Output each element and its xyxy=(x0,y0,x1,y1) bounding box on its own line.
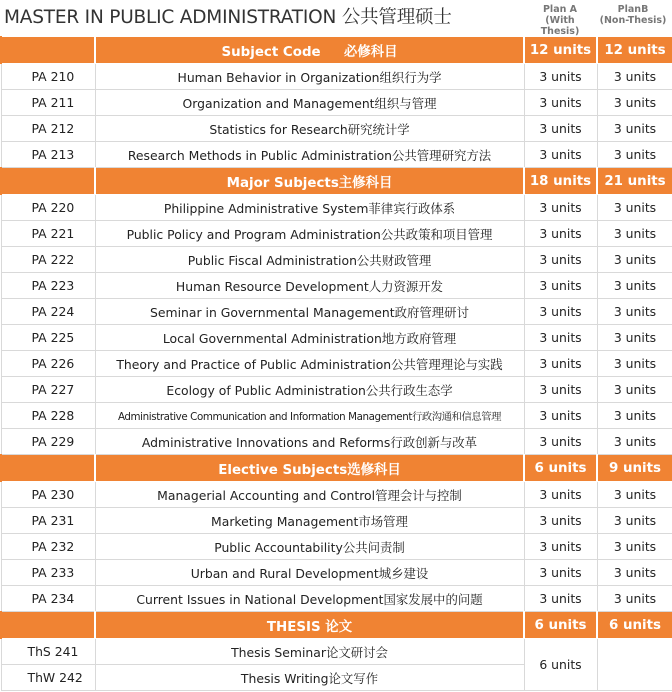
course-code: PA 228 xyxy=(1,403,95,429)
plan-a-units: 3 units xyxy=(524,299,597,325)
course-code: PA 224 xyxy=(1,299,95,325)
plan-a-label: Plan A xyxy=(542,4,578,15)
plan-b-units: 3 units xyxy=(597,273,672,299)
course-name: Urban and Rural Development城乡建设 xyxy=(95,560,524,586)
plan-a-units: 3 units xyxy=(524,482,597,508)
section-plan-b-units: 9 units xyxy=(597,455,672,482)
course-code: PA 229 xyxy=(1,429,95,455)
page-header xyxy=(0,0,672,36)
section-header-core xyxy=(1,37,672,64)
section-empty-cell xyxy=(1,612,95,639)
thesis-plan-b-empty xyxy=(597,639,672,691)
section-plan-a-units: 12 units xyxy=(524,37,597,64)
course-name: Seminar in Governmental Management政府管理研讨 xyxy=(95,299,524,325)
course-name: Thesis Seminar论文研讨会 xyxy=(95,639,524,665)
course-name: Ecology of Public Administration公共行政生态学 xyxy=(95,377,524,403)
plan-b-units: 3 units xyxy=(597,403,672,429)
curriculum-table xyxy=(0,36,672,691)
table-row xyxy=(1,639,672,665)
course-name: Public Policy and Program Administration公共政策和项目管理 xyxy=(95,221,524,247)
course-name: Statistics for Research研究统计学 xyxy=(95,116,524,142)
section-title: Major Subjects主修科目 xyxy=(95,168,524,195)
plan-b-units: 3 units xyxy=(597,482,672,508)
plan-b-units: 3 units xyxy=(597,247,672,273)
section-plan-a-units: 6 units xyxy=(524,455,597,482)
section-header-major xyxy=(1,168,672,195)
course-name: Philippine Administrative System菲律宾行政体系 xyxy=(95,195,524,221)
section-title: THESIS 论文 xyxy=(95,612,524,639)
plan-b-units: 3 units xyxy=(597,142,672,168)
plan-b-units: 3 units xyxy=(597,429,672,455)
course-code: PA 230 xyxy=(1,482,95,508)
page-title: MASTER IN PUBLIC ADMINISTRATION 公共管理硕士 xyxy=(4,7,452,28)
section-plan-a-units: 18 units xyxy=(524,168,597,195)
section-empty-cell xyxy=(1,455,95,482)
plan-a-units: 3 units xyxy=(524,247,597,273)
course-code: PA 226 xyxy=(1,351,95,377)
plan-a-units: 3 units xyxy=(524,142,597,168)
course-name: Marketing Management市场管理 xyxy=(95,508,524,534)
course-code: PA 225 xyxy=(1,325,95,351)
course-code: PA 220 xyxy=(1,195,95,221)
section-header-elective xyxy=(1,455,672,482)
section-plan-b-units: 12 units xyxy=(597,37,672,64)
plan-b-units: 3 units xyxy=(597,351,672,377)
plan-b-units: 3 units xyxy=(597,508,672,534)
section-empty-cell xyxy=(1,168,95,195)
section-title: Elective Subjects选修科目 xyxy=(95,455,524,482)
section-plan-b-units: 6 units xyxy=(597,612,672,639)
plan-b-units: 3 units xyxy=(597,377,672,403)
course-code: PA 227 xyxy=(1,377,95,403)
course-code: PA 210 xyxy=(1,64,95,90)
course-code: PA 232 xyxy=(1,534,95,560)
course-code: PA 233 xyxy=(1,560,95,586)
course-name: Administrative Communication and Information Management行政沟通和信息管理 xyxy=(95,403,524,429)
table-row xyxy=(1,90,672,116)
course-name: Local Governmental Administration地方政府管理 xyxy=(95,325,524,351)
plan-a-header xyxy=(525,4,595,37)
plan-a-sublabel: (With Thesis) xyxy=(540,15,580,37)
table-row xyxy=(1,273,672,299)
plan-a-units: 3 units xyxy=(524,273,597,299)
plan-a-units: 3 units xyxy=(524,377,597,403)
course-name: Theory and Practice of Public Administration公共管理理论与实践 xyxy=(95,351,524,377)
course-name: Public Accountability公共问责制 xyxy=(95,534,524,560)
course-name: Thesis Writing论文写作 xyxy=(95,665,524,691)
plan-b-units: 3 units xyxy=(597,299,672,325)
course-code: ThW 242 xyxy=(1,665,95,691)
table-row xyxy=(1,482,672,508)
course-name: Research Methods in Public Administration公共管理研究方法 xyxy=(95,142,524,168)
course-code: PA 211 xyxy=(1,90,95,116)
table-row xyxy=(1,403,672,429)
course-name: Organization and Management组织与管理 xyxy=(95,90,524,116)
table-row xyxy=(1,64,672,90)
course-name: Public Fiscal Administration公共财政管理 xyxy=(95,247,524,273)
plan-a-units: 3 units xyxy=(524,351,597,377)
plan-a-units: 3 units xyxy=(524,195,597,221)
table-row xyxy=(1,195,672,221)
course-code: PA 212 xyxy=(1,116,95,142)
section-empty-cell xyxy=(1,37,95,64)
course-name: Human Behavior in Organization组织行为学 xyxy=(95,64,524,90)
table-row xyxy=(1,325,672,351)
table-row xyxy=(1,508,672,534)
plan-b-units: 3 units xyxy=(597,116,672,142)
course-code: PA 213 xyxy=(1,142,95,168)
table-row xyxy=(1,116,672,142)
section-title: Subject Code 必修科目 xyxy=(95,37,524,64)
section-plan-a-units: 6 units xyxy=(524,612,597,639)
plan-a-units: 3 units xyxy=(524,64,597,90)
course-code: PA 231 xyxy=(1,508,95,534)
plan-a-units: 3 units xyxy=(524,534,597,560)
thesis-plan-a-units: 6 units xyxy=(524,639,597,691)
table-row xyxy=(1,534,672,560)
course-code: PA 234 xyxy=(1,586,95,612)
course-name: Administrative Innovations and Reforms行政创新与改革 xyxy=(95,429,524,455)
course-name: Human Resource Development人力资源开发 xyxy=(95,273,524,299)
table-row xyxy=(1,221,672,247)
table-row xyxy=(1,247,672,273)
plan-a-units: 3 units xyxy=(524,586,597,612)
plan-a-units: 3 units xyxy=(524,90,597,116)
plan-b-units: 3 units xyxy=(597,221,672,247)
plan-b-units: 3 units xyxy=(597,534,672,560)
plan-b-units: 3 units xyxy=(597,195,672,221)
table-row xyxy=(1,560,672,586)
plan-a-units: 3 units xyxy=(524,429,597,455)
section-header-thesis xyxy=(1,612,672,639)
course-code: PA 221 xyxy=(1,221,95,247)
plan-a-units: 3 units xyxy=(524,403,597,429)
plan-a-units: 3 units xyxy=(524,116,597,142)
plan-a-units: 3 units xyxy=(524,325,597,351)
course-code: ThS 241 xyxy=(1,639,95,665)
plan-b-sublabel: (Non-Thesis) xyxy=(599,15,667,26)
table-row xyxy=(1,142,672,168)
course-name: Managerial Accounting and Control管理会计与控制 xyxy=(95,482,524,508)
plan-a-units: 3 units xyxy=(524,221,597,247)
plan-a-units: 3 units xyxy=(524,560,597,586)
course-code: PA 223 xyxy=(1,273,95,299)
course-name: Current Issues in National Development国家发展中的问题 xyxy=(95,586,524,612)
plan-b-units: 3 units xyxy=(597,64,672,90)
plan-b-units: 3 units xyxy=(597,90,672,116)
table-row xyxy=(1,377,672,403)
course-code: PA 222 xyxy=(1,247,95,273)
table-row xyxy=(1,429,672,455)
section-plan-b-units: 21 units xyxy=(597,168,672,195)
plan-b-units: 3 units xyxy=(597,560,672,586)
plan-a-units: 3 units xyxy=(524,508,597,534)
plan-b-header xyxy=(598,4,668,26)
plan-b-label: PlanB xyxy=(617,4,649,15)
table-row xyxy=(1,299,672,325)
plan-b-units: 3 units xyxy=(597,325,672,351)
plan-b-units: 3 units xyxy=(597,586,672,612)
table-row xyxy=(1,351,672,377)
table-row xyxy=(1,586,672,612)
